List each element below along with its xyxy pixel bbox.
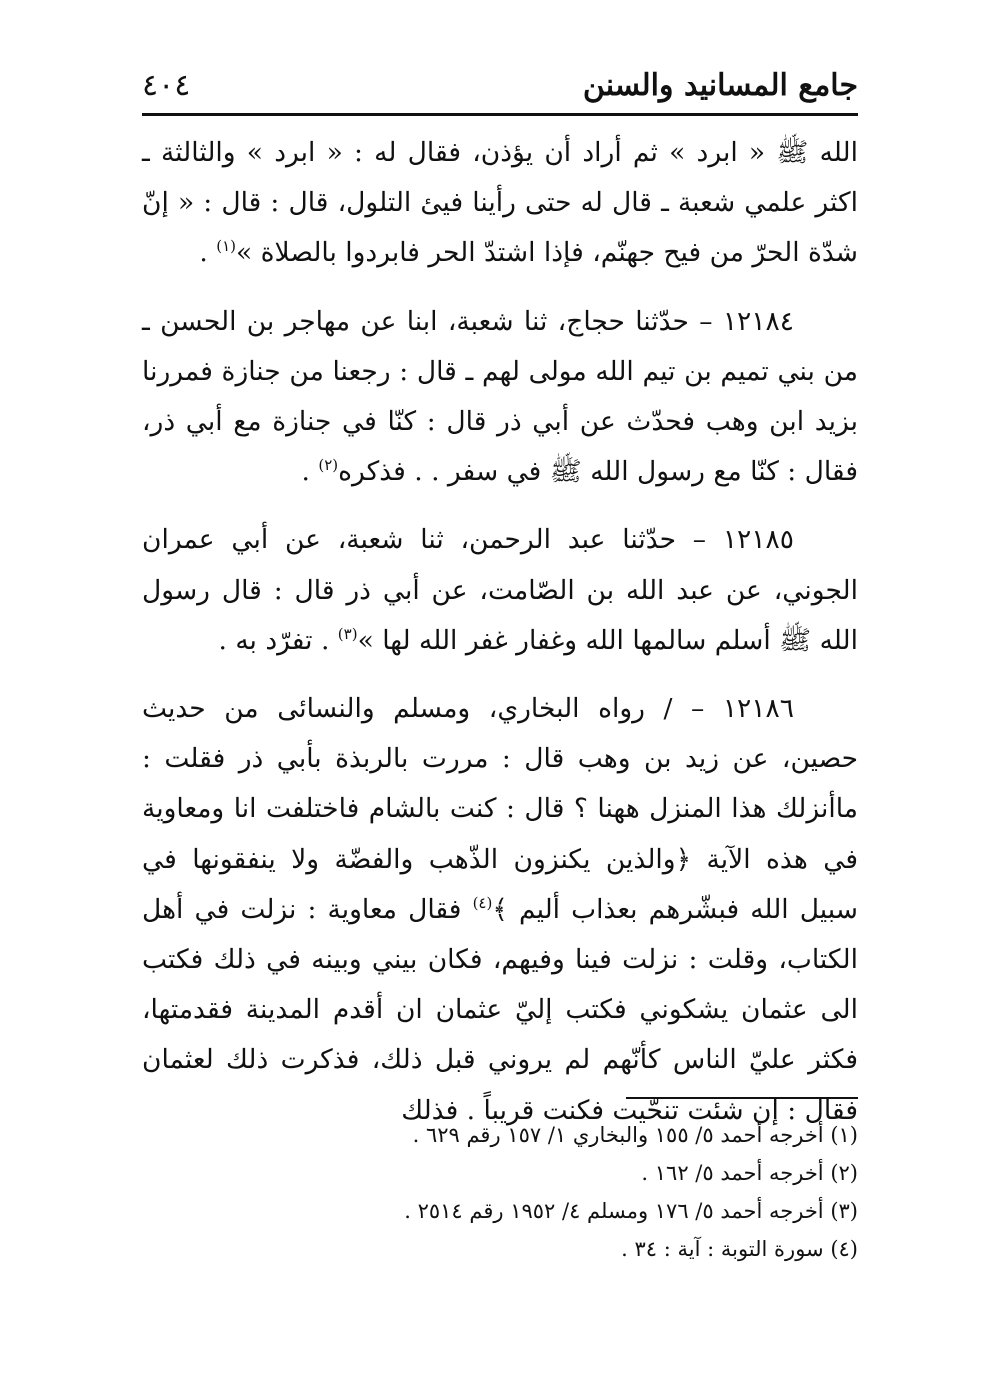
- footnote-3: (٣) أخرجه أحمد ٥/ ١٧٦ ومسلم ٤/ ١٩٥٢ رقم ٢٥١٤ .: [404, 1199, 858, 1223]
- footnote-4: (٤) سورة التوبة : آية : ٣٤ .: [621, 1237, 858, 1261]
- footnote-marker: (٣): [337, 625, 358, 643]
- footnote-rule: [626, 1097, 858, 1099]
- footnote-1: (١) أخرجه أحمد ٥/ ١٥٥ والبخاري ١/ ١٥٧ رقم ٦٢٩ .: [412, 1123, 858, 1147]
- page-number: ٤٠٤: [142, 68, 191, 103]
- hadith-12185: ١٢١٨٥ – حدّثنا عبد الرحمن، ثنا شعبة، عن أبي عمران الجوني، عن عبد الله بن الصّامت، عن أبي ذر قال : قال رسول الله ﷺ أسلم سالمها الله وغفار غفر الله لها »$^{(٣)}$ . تفرّد به .: [142, 524, 858, 656]
- main-text: [142, 128, 858, 1154]
- paragraph-continuation: الله ﷺ « ابرد » ثم أراد أن يؤذن، فقال له : « ابرد » والثالثة ـ اكثر علمي شعبة ـ قال له حتى رأينا فيئ التلول، قال : قال : « إنّ شدّة الحرّ من فيح جهنّم، فإذا اشتدّ الحر فابردوا بالصلاة »$^{(١)}$ .: [142, 137, 858, 269]
- footnote-marker: (٤): [472, 894, 493, 913]
- footnote-marker: (١): [216, 237, 237, 256]
- hadith-12186: ١٢١٨٦ – / رواه البخاري، ومسلم والنسائى من حديث حصين، عن زيد بن وهب قال : مررت بالربذة بأبي ذر فقلت : ماأنزلك هذا المنزل ههنا ؟ قال : كنت بالشام فاختلفت انا ومعاوية في هذه الآية ﴿والذين يكنزون الذّهب والفضّة ولا ينفقونها في سبيل الله فبشّرهم بعذاب أليم ﴾$^{(٤)}$ فقال معاوية : نزلت في أهل الكتاب، وقلت : نزلت فينا وفيهم، فكان بيني وبينه في ذلك فكتب الى عثمان يشكوني فكتب إليّ عثمان ان أقدم المدينة فقدمتها، فكثر عليّ الناس كأنّهم لم يروني قبل ذلك، فذكرت ذلك لعثمان فقال : إن شئت تنحّيت فكنت قريباً . فذلك: [142, 693, 858, 1126]
- hadith-12184: ١٢١٨٤ – حدّثنا حجاج، ثنا شعبة، ابنا عن مهاجر بن الحسن ـ من بني تميم بن تيم الله مولى لهم ـ قال : رجعنا من جنازة فمررنا بزيد ابن وهب فحدّث عن أبي ذر قال : كنّا في جنازة مع أبي ذر، فقال : كنّا مع رسول الله ﷺ في سفر . . فذكره$^{(٢)}$ .: [142, 305, 858, 488]
- footnote-marker: (٢): [318, 456, 339, 475]
- header-rule: [142, 113, 858, 116]
- footnotes: [142, 1116, 858, 1268]
- running-title: جامع المسانيد والسنن: [582, 68, 858, 103]
- page-header: [142, 62, 858, 110]
- footnote-2: (٢) أخرجه أحمد ٥/ ١٦٢ .: [641, 1161, 858, 1185]
